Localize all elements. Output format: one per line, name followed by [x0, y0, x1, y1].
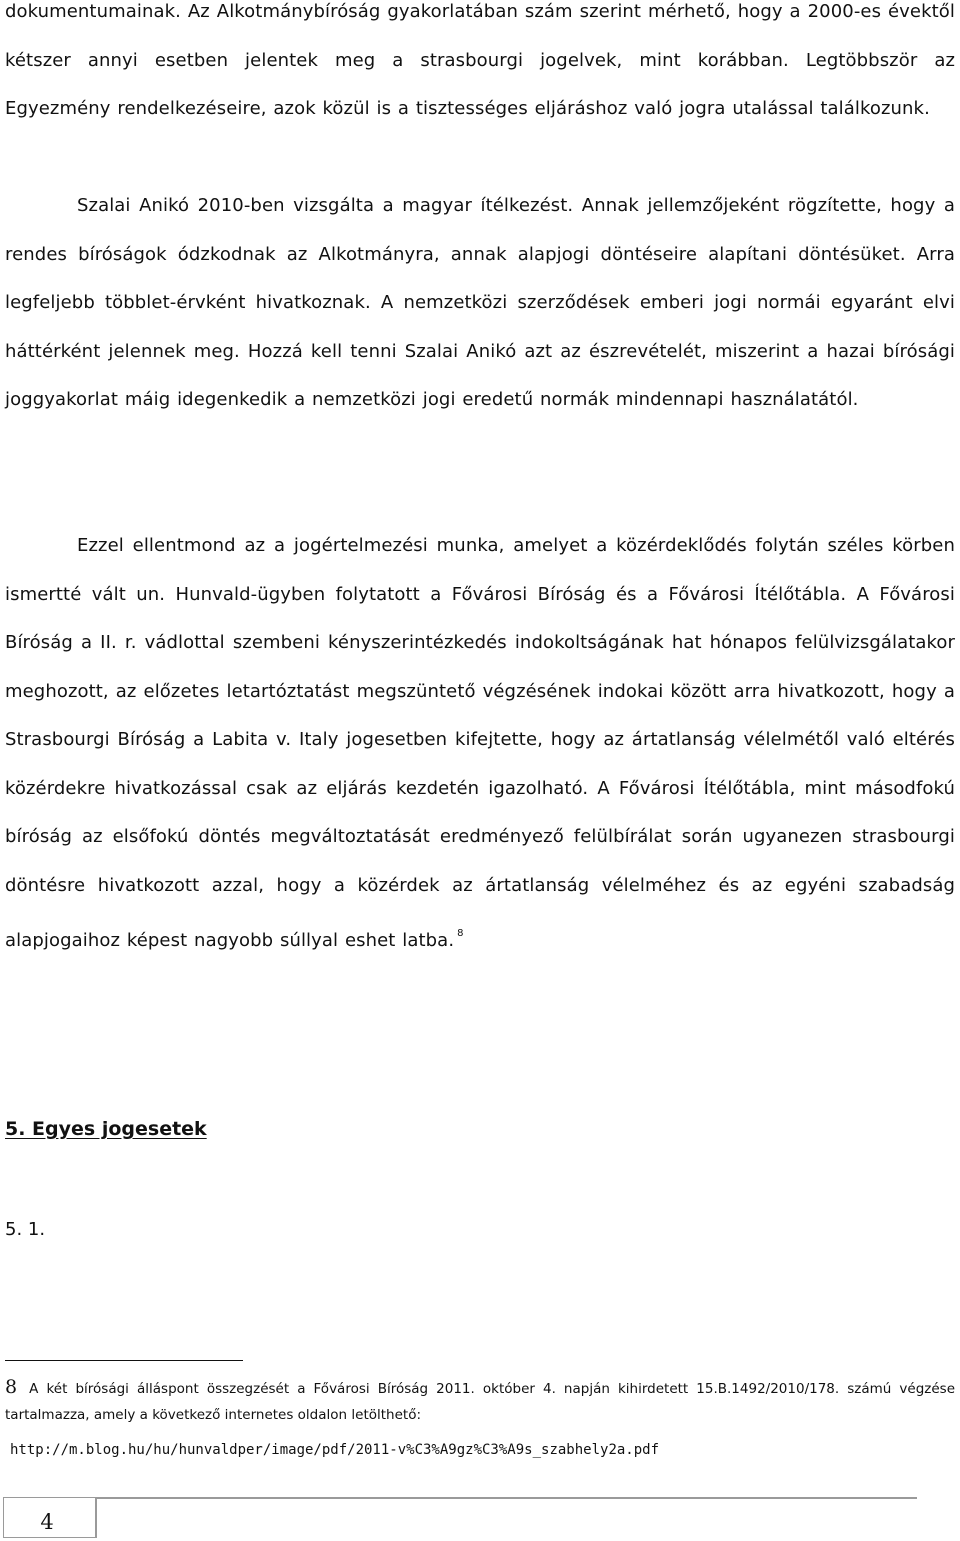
footnote: [5, 1374, 955, 1428]
footnote-separator: [5, 1360, 243, 1361]
footnote-url-link[interactable]: http://m.blog.hu/hu/hunvaldper/image/pdf/2011-v%C3%A9gz%C3%A9s_szabhely2a.pdf: [10, 1442, 660, 1458]
paragraph-text: dokumentumainak. Az Alkotmánybíróság gyakorlatában szám szerint mérhető, hogy a 2000-es évektől kétszer annyi esetben jelentek meg a strasbourgi jogelvek, mint korábban. Legtöbbször az Egyezmény rendelkezéseire, azok közül is a tisztességes eljáráshoz való jogra utalással találkozunk.: [5, 1, 955, 119]
footnote-reference[interactable]: 8: [457, 928, 464, 939]
section-heading: 5. Egyes jogesetek: [5, 1118, 207, 1140]
footer-rule: [97, 1497, 917, 1499]
paragraph-text: Ezzel ellentmond az a jogértelmezési munka, amelyet a közérdeklődés folytán széles körben ismertté vált un. Hunvald-ügyben folytatott a Fővárosi Bíróság és a Fővárosi Ítélőtábla. A Fővárosi Bíróság a II. r. vádlottal szembeni kényszerintézkedés indokoltságának hat hónapos felülvizsgálatakor meghozott, az előzetes letartóztatást megszüntető végzésének indokai között arra hivatkozott, hogy a Strasbourgi Bíróság a Labita v. Italy jogesetben kifejtette, hogy az ártatlanság vélelmétől való eltérés közérdekre hivatkozással csak az eljárás kezdetén igazolható. A Fővárosi Ítélőtábla, mint másodfokú bíróság az elsőfokú döntés megváltoztatását eredményező felülbírálat során ugyanezen strasbourgi döntésre hivatkozott azzal, hogy a közérdek az ártatlanság vélelméhez és az egyéni szabadság alapjogaihoz képest nagyobb súllyal eshet latba.: [5, 535, 955, 951]
body-paragraph-3: [5, 522, 955, 966]
footnote-number: 8: [5, 1376, 18, 1398]
body-paragraph-2: [5, 182, 955, 425]
footnote-text: A két bírósági álláspont összegzését a Fővárosi Bíróság 2011. október 4. napján kihirdetett 15.B.1492/2010/178. számú végzése tartalmazza, amely a következő internetes oldalon letölthető:: [5, 1381, 955, 1423]
paragraph-text: Szalai Anikó 2010-ben vizsgálta a magyar ítélkezést. Annak jellemzőjeként rögzítette, hogy a rendes bíróságok ódzkodnak az Alkotmányra, annak alapjogi döntéseire alapítani döntésüket. Arra legfeljebb többlet-érvként hivatkoznak. A nemzetközi szerződések emberi jogi normái egyaránt elvi háttérként jelennek meg. Hozzá kell tenni Szalai Anikó azt az észrevételét, miszerint a hazai bírósági joggyakorlat máig idegenkedik a nemzetközi jogi eredetű normák mindennapi használatától.: [5, 195, 955, 410]
page-number: 4: [40, 1510, 54, 1534]
page-number-box: [3, 1497, 97, 1538]
body-paragraph-1: [5, 0, 955, 134]
subsection-heading: 5. 1.: [5, 1219, 46, 1240]
